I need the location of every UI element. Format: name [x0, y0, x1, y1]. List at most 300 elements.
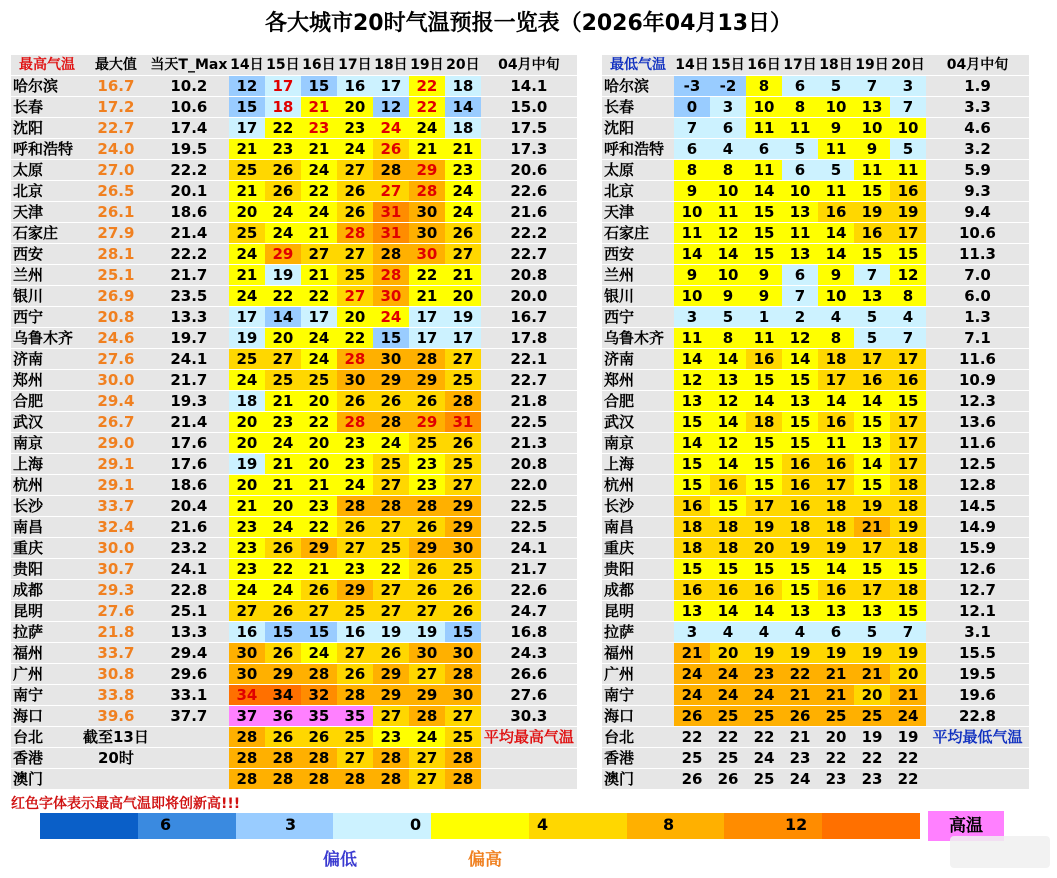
- city-name: 南宁: [602, 685, 674, 706]
- forecast-cell: 21: [265, 475, 301, 496]
- decade-avg: 平均最高气温: [481, 727, 577, 748]
- forecast-cell: 17: [301, 307, 337, 328]
- forecast-cell: 26: [265, 181, 301, 202]
- forecast-cell: 17: [265, 76, 301, 97]
- forecast-cell: 21: [409, 139, 445, 160]
- forecast-cell: 25: [337, 727, 373, 748]
- forecast-cell: 4: [818, 307, 854, 328]
- decade-avg: 15.9: [926, 538, 1029, 559]
- forecast-cell: 37: [229, 706, 265, 727]
- decade-avg: 9.4: [926, 202, 1029, 223]
- forecast-cell: 19: [854, 643, 890, 664]
- high-caption: 偏高: [468, 850, 502, 870]
- forecast-cell: 10: [890, 118, 926, 139]
- forecast-cell: 21: [674, 643, 710, 664]
- forecast-cell: 27: [373, 181, 409, 202]
- forecast-cell: 23: [301, 118, 337, 139]
- forecast-cell: 27: [373, 475, 409, 496]
- column-header: 18日: [818, 55, 854, 76]
- forecast-cell: 15: [445, 622, 481, 643]
- forecast-cell: 28: [445, 748, 481, 769]
- forecast-cell: 20: [445, 286, 481, 307]
- forecast-cell: 20: [301, 433, 337, 454]
- forecast-cell: 4: [782, 622, 818, 643]
- forecast-cell: 11: [890, 160, 926, 181]
- city-name: 长春: [11, 97, 83, 118]
- forecast-cell: 26: [265, 643, 301, 664]
- forecast-cell: 20: [265, 328, 301, 349]
- decade-avg: 12.1: [926, 601, 1029, 622]
- forecast-cell: 23: [337, 559, 373, 580]
- scale-seg: [138, 813, 236, 839]
- forecast-cell: 17: [890, 454, 926, 475]
- table-row: [602, 265, 1029, 286]
- column-header: 20日: [890, 55, 926, 76]
- city-name: 重庆: [602, 538, 674, 559]
- forecast-cell: 23: [229, 538, 265, 559]
- table-row: [11, 328, 577, 349]
- forecast-cell: 19: [229, 328, 265, 349]
- forecast-cell: 24: [782, 769, 818, 790]
- forecast-cell: 14: [265, 307, 301, 328]
- forecast-cell: 19: [409, 622, 445, 643]
- forecast-cell: 22: [265, 118, 301, 139]
- table-row: [602, 160, 1029, 181]
- forecast-cell: 24: [746, 748, 782, 769]
- forecast-cell: 26: [337, 664, 373, 685]
- forecast-cell: 28: [337, 223, 373, 244]
- forecast-cell: 26: [301, 727, 337, 748]
- table-row: [11, 685, 577, 706]
- city-name: 香港: [11, 748, 83, 769]
- city-name: 兰州: [11, 265, 83, 286]
- forecast-cell: 7: [854, 76, 890, 97]
- table-row: [11, 601, 577, 622]
- today-max: 29.4: [149, 643, 229, 664]
- forecast-cell: 15: [373, 328, 409, 349]
- forecast-cell: 17: [373, 76, 409, 97]
- low-caption: 偏低: [323, 850, 357, 870]
- forecast-cell: 24: [337, 139, 373, 160]
- forecast-cell: 21: [782, 685, 818, 706]
- forecast-cell: 27: [409, 769, 445, 790]
- decade-avg: 22.5: [481, 517, 577, 538]
- forecast-cell: 15: [301, 76, 337, 97]
- forecast-cell: 15: [710, 496, 746, 517]
- forecast-cell: 5: [818, 76, 854, 97]
- forecast-cell: 7: [890, 328, 926, 349]
- forecast-cell: 6: [674, 139, 710, 160]
- forecast-cell: 20: [746, 538, 782, 559]
- today-max: 21.4: [149, 223, 229, 244]
- table-row: [11, 412, 577, 433]
- today-max: 19.5: [149, 139, 229, 160]
- forecast-cell: 15: [746, 370, 782, 391]
- forecast-cell: 28: [373, 265, 409, 286]
- decade-avg: 22.6: [481, 181, 577, 202]
- forecast-cell: 25: [818, 706, 854, 727]
- forecast-cell: 14: [746, 601, 782, 622]
- forecast-cell: 27: [445, 706, 481, 727]
- record-max: 30.7: [83, 559, 149, 580]
- forecast-cell: 22: [710, 727, 746, 748]
- table-row: [602, 202, 1029, 223]
- forecast-cell: 28: [337, 349, 373, 370]
- forecast-cell: 26: [409, 580, 445, 601]
- forecast-cell: 27: [337, 748, 373, 769]
- forecast-cell: 21: [301, 265, 337, 286]
- city-name: 北京: [602, 181, 674, 202]
- forecast-cell: 29: [409, 160, 445, 181]
- decade-avg: 12.6: [926, 559, 1029, 580]
- page-title: 各大城市20时气温预报一览表（2026年04月13日）: [264, 11, 793, 36]
- forecast-cell: 10: [710, 265, 746, 286]
- record-max: 27.6: [83, 601, 149, 622]
- forecast-cell: 13: [674, 601, 710, 622]
- column-header: 18日: [373, 55, 409, 76]
- forecast-cell: 8: [674, 160, 710, 181]
- forecast-cell: 21: [301, 559, 337, 580]
- forecast-cell: 18: [674, 517, 710, 538]
- decade-avg: 20.0: [481, 286, 577, 307]
- table-row: [11, 475, 577, 496]
- forecast-cell: 22: [409, 265, 445, 286]
- forecast-cell: 26: [337, 202, 373, 223]
- scale-tick: 0: [410, 815, 422, 834]
- forecast-cell: 18: [229, 391, 265, 412]
- forecast-cell: 19: [746, 643, 782, 664]
- forecast-cell: 21: [265, 454, 301, 475]
- table-row: [602, 181, 1029, 202]
- today-max: 21.4: [149, 412, 229, 433]
- decade-avg: 19.5: [926, 664, 1029, 685]
- decade-avg: [481, 769, 577, 790]
- forecast-cell: 28: [229, 769, 265, 790]
- table-row: [602, 307, 1029, 328]
- city-name: 武汉: [11, 412, 83, 433]
- forecast-cell: 21: [301, 97, 337, 118]
- forecast-cell: 8: [890, 286, 926, 307]
- scale-tick: 12: [785, 815, 808, 834]
- forecast-cell: 10: [746, 97, 782, 118]
- forecast-cell: 13: [710, 370, 746, 391]
- table-row: [602, 412, 1029, 433]
- today-max: 21.7: [149, 265, 229, 286]
- table-row: [11, 433, 577, 454]
- record-max: 33.7: [83, 643, 149, 664]
- decade-avg: 12.8: [926, 475, 1029, 496]
- record-max: 29.1: [83, 454, 149, 475]
- decade-avg: 24.3: [481, 643, 577, 664]
- decade-avg: [481, 748, 577, 769]
- decade-avg: 22.1: [481, 349, 577, 370]
- column-header: 14日: [674, 55, 710, 76]
- forecast-cell: 18: [265, 97, 301, 118]
- city-name: 沈阳: [11, 118, 83, 139]
- decade-avg: 22.6: [481, 580, 577, 601]
- forecast-cell: 21: [229, 181, 265, 202]
- forecast-cell: 14: [818, 391, 854, 412]
- forecast-cell: 26: [409, 517, 445, 538]
- forecast-cell: 13: [782, 244, 818, 265]
- city-name: 太原: [602, 160, 674, 181]
- forecast-cell: 26: [301, 580, 337, 601]
- city-name: 哈尔滨: [11, 76, 83, 97]
- forecast-cell: 26: [445, 580, 481, 601]
- forecast-cell: 11: [674, 223, 710, 244]
- forecast-cell: 15: [782, 559, 818, 580]
- decade-avg: 15.0: [481, 97, 577, 118]
- forecast-cell: 22: [854, 748, 890, 769]
- forecast-cell: 25: [229, 160, 265, 181]
- forecast-cell: 11: [710, 202, 746, 223]
- forecast-cell: 20: [710, 643, 746, 664]
- city-name: 乌鲁木齐: [602, 328, 674, 349]
- forecast-cell: 18: [818, 349, 854, 370]
- forecast-cell: 15: [854, 475, 890, 496]
- forecast-cell: 14: [818, 223, 854, 244]
- forecast-cell: 28: [373, 496, 409, 517]
- forecast-cell: 16: [337, 76, 373, 97]
- forecast-cell: 25: [854, 706, 890, 727]
- forecast-cell: 28: [337, 685, 373, 706]
- forecast-cell: 1: [746, 307, 782, 328]
- forecast-cell: 13: [854, 286, 890, 307]
- forecast-cell: 14: [710, 349, 746, 370]
- forecast-cell: 13: [782, 601, 818, 622]
- forecast-cell: 16: [890, 181, 926, 202]
- forecast-cell: 15: [854, 181, 890, 202]
- decade-avg: [926, 748, 1029, 769]
- forecast-cell: 15: [890, 559, 926, 580]
- forecast-cell: 12: [710, 223, 746, 244]
- forecast-cell: 24: [301, 202, 337, 223]
- forecast-cell: 14: [746, 391, 782, 412]
- forecast-cell: 23: [337, 433, 373, 454]
- decade-avg: 1.9: [926, 76, 1029, 97]
- forecast-cell: 31: [373, 223, 409, 244]
- forecast-cell: 3: [674, 307, 710, 328]
- forecast-cell: 24: [301, 643, 337, 664]
- city-name: 昆明: [602, 601, 674, 622]
- forecast-cell: 27: [337, 244, 373, 265]
- forecast-cell: -2: [710, 76, 746, 97]
- scale-seg: [627, 813, 725, 839]
- forecast-cell: 27: [445, 349, 481, 370]
- forecast-cell: 22: [301, 181, 337, 202]
- forecast-cell: 18: [818, 496, 854, 517]
- forecast-cell: 24: [710, 664, 746, 685]
- forecast-cell: 29: [445, 496, 481, 517]
- table-row: [602, 433, 1029, 454]
- forecast-cell: 17: [818, 475, 854, 496]
- decade-avg: 3.2: [926, 139, 1029, 160]
- forecast-cell: 26: [445, 223, 481, 244]
- today-max: 21.7: [149, 370, 229, 391]
- today-max: 10.6: [149, 97, 229, 118]
- forecast-cell: 5: [854, 307, 890, 328]
- forecast-cell: 17: [409, 328, 445, 349]
- column-header: 最低气温: [602, 55, 674, 76]
- city-name: 贵阳: [11, 559, 83, 580]
- forecast-cell: 16: [782, 475, 818, 496]
- today-max: 22.2: [149, 160, 229, 181]
- table-row: [11, 664, 577, 685]
- forecast-cell: 10: [674, 286, 710, 307]
- table-row: [11, 160, 577, 181]
- column-header: 19日: [854, 55, 890, 76]
- forecast-cell: -3: [674, 76, 710, 97]
- today-max: 23.2: [149, 538, 229, 559]
- forecast-cell: 23: [301, 496, 337, 517]
- decade-avg: 26.6: [481, 664, 577, 685]
- city-name: 西安: [602, 244, 674, 265]
- table-row: [11, 286, 577, 307]
- forecast-cell: 35: [337, 706, 373, 727]
- forecast-cell: 28: [265, 748, 301, 769]
- forecast-cell: 26: [373, 391, 409, 412]
- forecast-cell: 15: [854, 244, 890, 265]
- forecast-cell: 28: [409, 349, 445, 370]
- forecast-cell: 18: [746, 412, 782, 433]
- city-name: 拉萨: [602, 622, 674, 643]
- forecast-cell: 15: [710, 559, 746, 580]
- forecast-cell: 23: [337, 118, 373, 139]
- column-header: 16日: [301, 55, 337, 76]
- city-name: 香港: [602, 748, 674, 769]
- today-max: 23.5: [149, 286, 229, 307]
- table-row: [602, 244, 1029, 265]
- forecast-cell: 27: [265, 349, 301, 370]
- forecast-cell: 25: [445, 559, 481, 580]
- forecast-cell: 13: [854, 97, 890, 118]
- record-max: 28.1: [83, 244, 149, 265]
- forecast-cell: 25: [674, 748, 710, 769]
- forecast-cell: 12: [890, 265, 926, 286]
- forecast-cell: 19: [890, 727, 926, 748]
- scale-seg: [40, 813, 138, 839]
- forecast-cell: 27: [337, 538, 373, 559]
- forecast-cell: 30: [409, 202, 445, 223]
- decade-avg: 4.6: [926, 118, 1029, 139]
- forecast-cell: 10: [818, 286, 854, 307]
- forecast-cell: 26: [265, 160, 301, 181]
- forecast-cell: 19: [854, 727, 890, 748]
- forecast-cell: 16: [890, 370, 926, 391]
- table-row: [602, 538, 1029, 559]
- forecast-cell: 21: [301, 475, 337, 496]
- scale-tick: 3: [285, 815, 297, 834]
- forecast-cell: 15: [746, 559, 782, 580]
- decade-avg: 24.1: [481, 538, 577, 559]
- forecast-cell: 20: [229, 202, 265, 223]
- city-name: 济南: [11, 349, 83, 370]
- forecast-cell: 20: [890, 664, 926, 685]
- decade-avg: 12.7: [926, 580, 1029, 601]
- forecast-cell: 18: [890, 538, 926, 559]
- forecast-cell: 27: [373, 706, 409, 727]
- forecast-cell: 26: [445, 601, 481, 622]
- forecast-cell: 25: [445, 454, 481, 475]
- city-name: 南昌: [602, 517, 674, 538]
- forecast-cell: 3: [890, 76, 926, 97]
- record-max: [83, 769, 149, 790]
- table-row: [11, 559, 577, 580]
- table-row: [602, 223, 1029, 244]
- record-max: 27.9: [83, 223, 149, 244]
- forecast-cell: 32: [301, 685, 337, 706]
- city-name: 合肥: [602, 391, 674, 412]
- forecast-cell: 19: [818, 643, 854, 664]
- forecast-cell: 10: [818, 97, 854, 118]
- city-name: 哈尔滨: [602, 76, 674, 97]
- forecast-cell: 34: [229, 685, 265, 706]
- column-header: 20日: [445, 55, 481, 76]
- forecast-cell: 12: [782, 328, 818, 349]
- forecast-cell: 24: [265, 517, 301, 538]
- forecast-cell: 25: [710, 706, 746, 727]
- table-row: [602, 664, 1029, 685]
- forecast-cell: 23: [445, 160, 481, 181]
- forecast-cell: 15: [674, 475, 710, 496]
- hot-legend-box: 高温: [928, 811, 1004, 841]
- today-max: 17.4: [149, 118, 229, 139]
- table-row: [602, 475, 1029, 496]
- watermark: [950, 836, 1050, 868]
- forecast-cell: 26: [337, 517, 373, 538]
- scale-seg: [431, 813, 529, 839]
- forecast-cell: 11: [746, 118, 782, 139]
- forecast-cell: 17: [746, 496, 782, 517]
- forecast-cell: 18: [890, 580, 926, 601]
- scale-seg: [822, 813, 920, 839]
- forecast-cell: 5: [890, 139, 926, 160]
- forecast-cell: 24: [301, 160, 337, 181]
- today-max: 13.3: [149, 622, 229, 643]
- forecast-cell: 15: [265, 622, 301, 643]
- city-name: 武汉: [602, 412, 674, 433]
- decade-avg: 21.7: [481, 559, 577, 580]
- today-max: 33.1: [149, 685, 229, 706]
- forecast-cell: 22: [890, 748, 926, 769]
- forecast-cell: 11: [854, 160, 890, 181]
- forecast-cell: 9: [674, 265, 710, 286]
- forecast-cell: 28: [373, 769, 409, 790]
- forecast-cell: 4: [710, 622, 746, 643]
- forecast-cell: 20: [854, 685, 890, 706]
- forecast-cell: 24: [409, 727, 445, 748]
- forecast-cell: 15: [746, 454, 782, 475]
- forecast-cell: 17: [229, 118, 265, 139]
- forecast-cell: 25: [445, 370, 481, 391]
- forecast-cell: 25: [445, 727, 481, 748]
- forecast-cell: 21: [229, 496, 265, 517]
- city-name: 呼和浩特: [11, 139, 83, 160]
- forecast-cell: 30: [445, 643, 481, 664]
- forecast-cell: 21: [445, 139, 481, 160]
- table-row: [602, 496, 1029, 517]
- forecast-cell: 6: [782, 76, 818, 97]
- forecast-cell: 35: [301, 706, 337, 727]
- record-max: 17.2: [83, 97, 149, 118]
- forecast-cell: 10: [674, 202, 710, 223]
- forecast-cell: 17: [854, 538, 890, 559]
- forecast-cell: 15: [674, 559, 710, 580]
- decade-avg: 24.7: [481, 601, 577, 622]
- city-name: 台北: [602, 727, 674, 748]
- forecast-cell: 14: [746, 181, 782, 202]
- forecast-cell: 17: [409, 307, 445, 328]
